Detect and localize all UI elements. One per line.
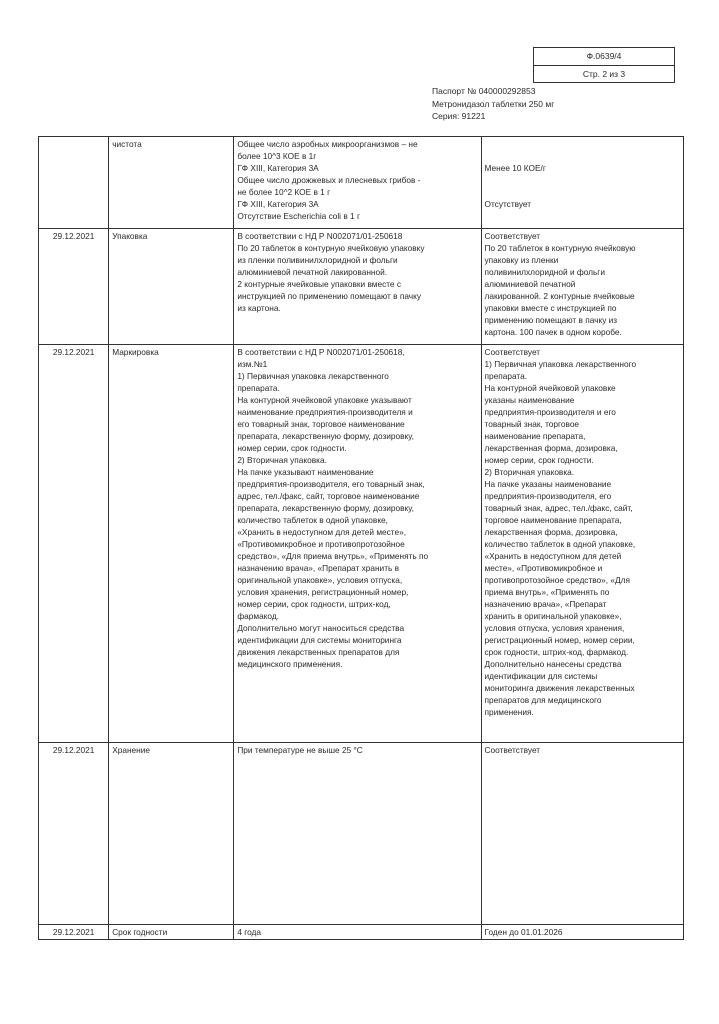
row-result: Соответствует 1) Первичная упаковка лекарственного препарата. На контурной ячейковой упаковке указаны наименование предприятия-производителя и его товарный знак, торговое наименование препарата, лекарственная форма, дозировка, номер серии, срок годности. 2) Вторичная упаковка. На пачке указаны наименование предприятия-производителя, его товарный знак, адрес, тел./факс, сайт, торговое наименование препарата, лекарственная форма, дозировка, количество таблеток в одной упаковке, «Хранить в недоступном для детей месте», «Противомикробное и противопротозойное средство», «Для приема внутрь», «Применять по назначению врача», «Препарат хранить в оригинальной упаковке», условия отпуска, условия хранения, регистрационный номер, номер серии, срок годности, штрих-код, фармакод. Дополнительно нанесены средства идентификации для системы мониторинга движения лекарственных препаратов для медицинского применения. (481, 345, 683, 743)
row-date: 29.12.2021 (39, 925, 109, 940)
form-code-box (533, 47, 675, 83)
row-parameter: Хранение (109, 743, 234, 925)
row-parameter: Упаковка (109, 229, 234, 345)
form-code: Ф.0639/4 (586, 51, 622, 61)
quality-table-wrapper (38, 136, 684, 940)
row-result: Менее 10 КОЕ/г Отсутствует (481, 137, 683, 229)
row-parameter: Маркировка (109, 345, 234, 743)
row-result: Соответствует По 20 таблеток в контурную ячейковую упаковку из пленки поливинилхлоридной и фольги алюминиевой печатной лакированной. 2 контурные ячейковые упаковки вместе с инструкцией по применению помещают в пачку из картона. 100 пачек в одном коробе. (481, 229, 683, 345)
row-date: 29.12.2021 (39, 345, 109, 743)
row-date (39, 137, 109, 229)
row-date: 29.12.2021 (39, 229, 109, 345)
row-requirement: Общее число аэробных микроорганизмов – не более 10^3 КОЕ в 1г ГФ XIII, Категория 3А Общее число дрожжевых и плесневых грибов - не более 10^2 КОЕ в 1 г ГФ XIII, Категория 3А Отсутствие Escherichia coli в 1 г (234, 137, 481, 229)
table-row (39, 229, 684, 345)
row-requirement: В соответствии с НД Р N002071/01-250618 По 20 таблеток в контурную ячейковую упаковку из пленки поливинилхлоридной и фольги алюминиевой печатной лакированной. 2 контурные ячейковые упаковки вместе с инструкцией по применению помещают в пачку из картона. (234, 229, 481, 345)
table-row (39, 345, 684, 743)
row-parameter: Срок годности (109, 925, 234, 940)
row-result: Годен до 01.01.2026 (481, 925, 683, 940)
row-requirement: 4 года (234, 925, 481, 940)
quality-table (38, 136, 684, 940)
row-result: Соответствует (481, 743, 683, 925)
series-number: Серия: 91221 (432, 111, 486, 121)
row-requirement: В соответствии с НД Р N002071/01-250618, изм.№1 1) Первичная упаковка лекарственного препарата. На контурной ячейковой упаковке указывают наименование предприятия-производителя и его товарный знак, торговое наименование препарата, лекарственную форму, дозировку, номер серии, срок годности. 2) Вторичная упаковка. На пачке указывают наименование предприятия-производителя, его товарный знак, адрес, тел./факс, сайт, торговое наименование препарата, лекарственную форму, дозировку, количество таблеток в одной упаковке, «Хранить в недоступном для детей месте», «Противомикробное и противопротозойное средство», «Для приема внутрь», «Применять по назначению врача», «Препарат хранить в оригинальной упаковке», условия отпуска, условия хранения, регистрационный номер, номер серии, срок годности, штрих-код, фармакод. Дополнительно могут наноситься средства идентификации для системы мониторинга движения лекарственных препаратов для медицинского применения. (234, 345, 481, 743)
passport-info (432, 85, 554, 123)
row-parameter: чистота (109, 137, 234, 229)
row-requirement: При температуре не выше 25 °С (234, 743, 481, 925)
table-row (39, 743, 684, 925)
passport-number: Паспорт № 040000292853 (432, 86, 536, 96)
page-number: Стр. 2 из 3 (534, 65, 674, 82)
table-row (39, 137, 684, 229)
table-row (39, 925, 684, 940)
row-date: 29.12.2021 (39, 743, 109, 925)
product-name: Метронидазол таблетки 250 мг (432, 98, 555, 109)
